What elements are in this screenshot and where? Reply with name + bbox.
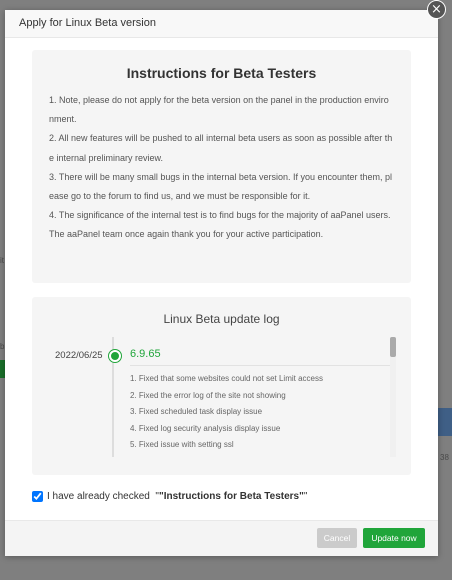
- dialog-title: Apply for Linux Beta version: [5, 10, 438, 38]
- instruction-item: 3. There will be many small bugs in the internal beta version. If you encounter them, please go to the forum to find us, and we must be responsible for it.: [49, 171, 393, 202]
- agreement-row[interactable]: [32, 491, 307, 502]
- timeline-dot-icon: [109, 350, 121, 362]
- log-date: 2022/06/25: [55, 350, 103, 361]
- instructions-heading: Instructions for Beta Testers: [126, 65, 317, 81]
- update-log-panel[interactable]: [32, 297, 411, 475]
- background-text: 38: [440, 453, 449, 462]
- instruction-item: 1. Note, please do not apply for the beta version on the panel in the production environment.: [49, 95, 389, 125]
- log-items: [130, 371, 323, 454]
- log-version: 6.9.65: [130, 348, 161, 360]
- cancel-button[interactable]: Cancel: [317, 528, 357, 548]
- agreement-label: I have already checked ""Instructions for Beta Testers"": [47, 491, 308, 502]
- update-now-button[interactable]: Update now: [363, 528, 425, 548]
- instructions-body: [32, 91, 411, 245]
- log-item: 3. Fixed scheduled task display issue: [130, 407, 263, 416]
- log-scrollbar-thumb[interactable]: [390, 337, 396, 357]
- log-item: 1. Fixed that some websites could not set Limit access: [130, 374, 323, 383]
- instruction-item: 4. The significance of the internal test is to find bugs for the majority of aaPanel users. The aaPanel team once again thank you for your active participation.: [49, 210, 391, 240]
- dialog-footer: [5, 520, 438, 556]
- log-item: 5. Fixed issue with setting ssl: [130, 440, 234, 449]
- background-highlight: [438, 408, 452, 436]
- beta-apply-dialog: [5, 10, 438, 556]
- update-log-heading: Linux Beta update log: [163, 312, 280, 326]
- instruction-item: 2. All new features will be pushed to all internal beta users as soon as possible after the internal preliminary review.: [49, 133, 393, 163]
- instructions-panel: [32, 50, 411, 283]
- agreement-link-text: "Instructions for Beta Testers": [158, 491, 304, 502]
- close-icon[interactable]: ×: [427, 0, 446, 19]
- agreement-checkbox[interactable]: [32, 491, 43, 502]
- background-text: it: [0, 256, 4, 265]
- log-item: 4. Fixed log security analysis display issue: [130, 423, 281, 433]
- log-item: 2. Fixed the error log of the site not showing: [130, 390, 286, 400]
- background-text: b: [0, 342, 5, 351]
- log-divider: [130, 365, 392, 366]
